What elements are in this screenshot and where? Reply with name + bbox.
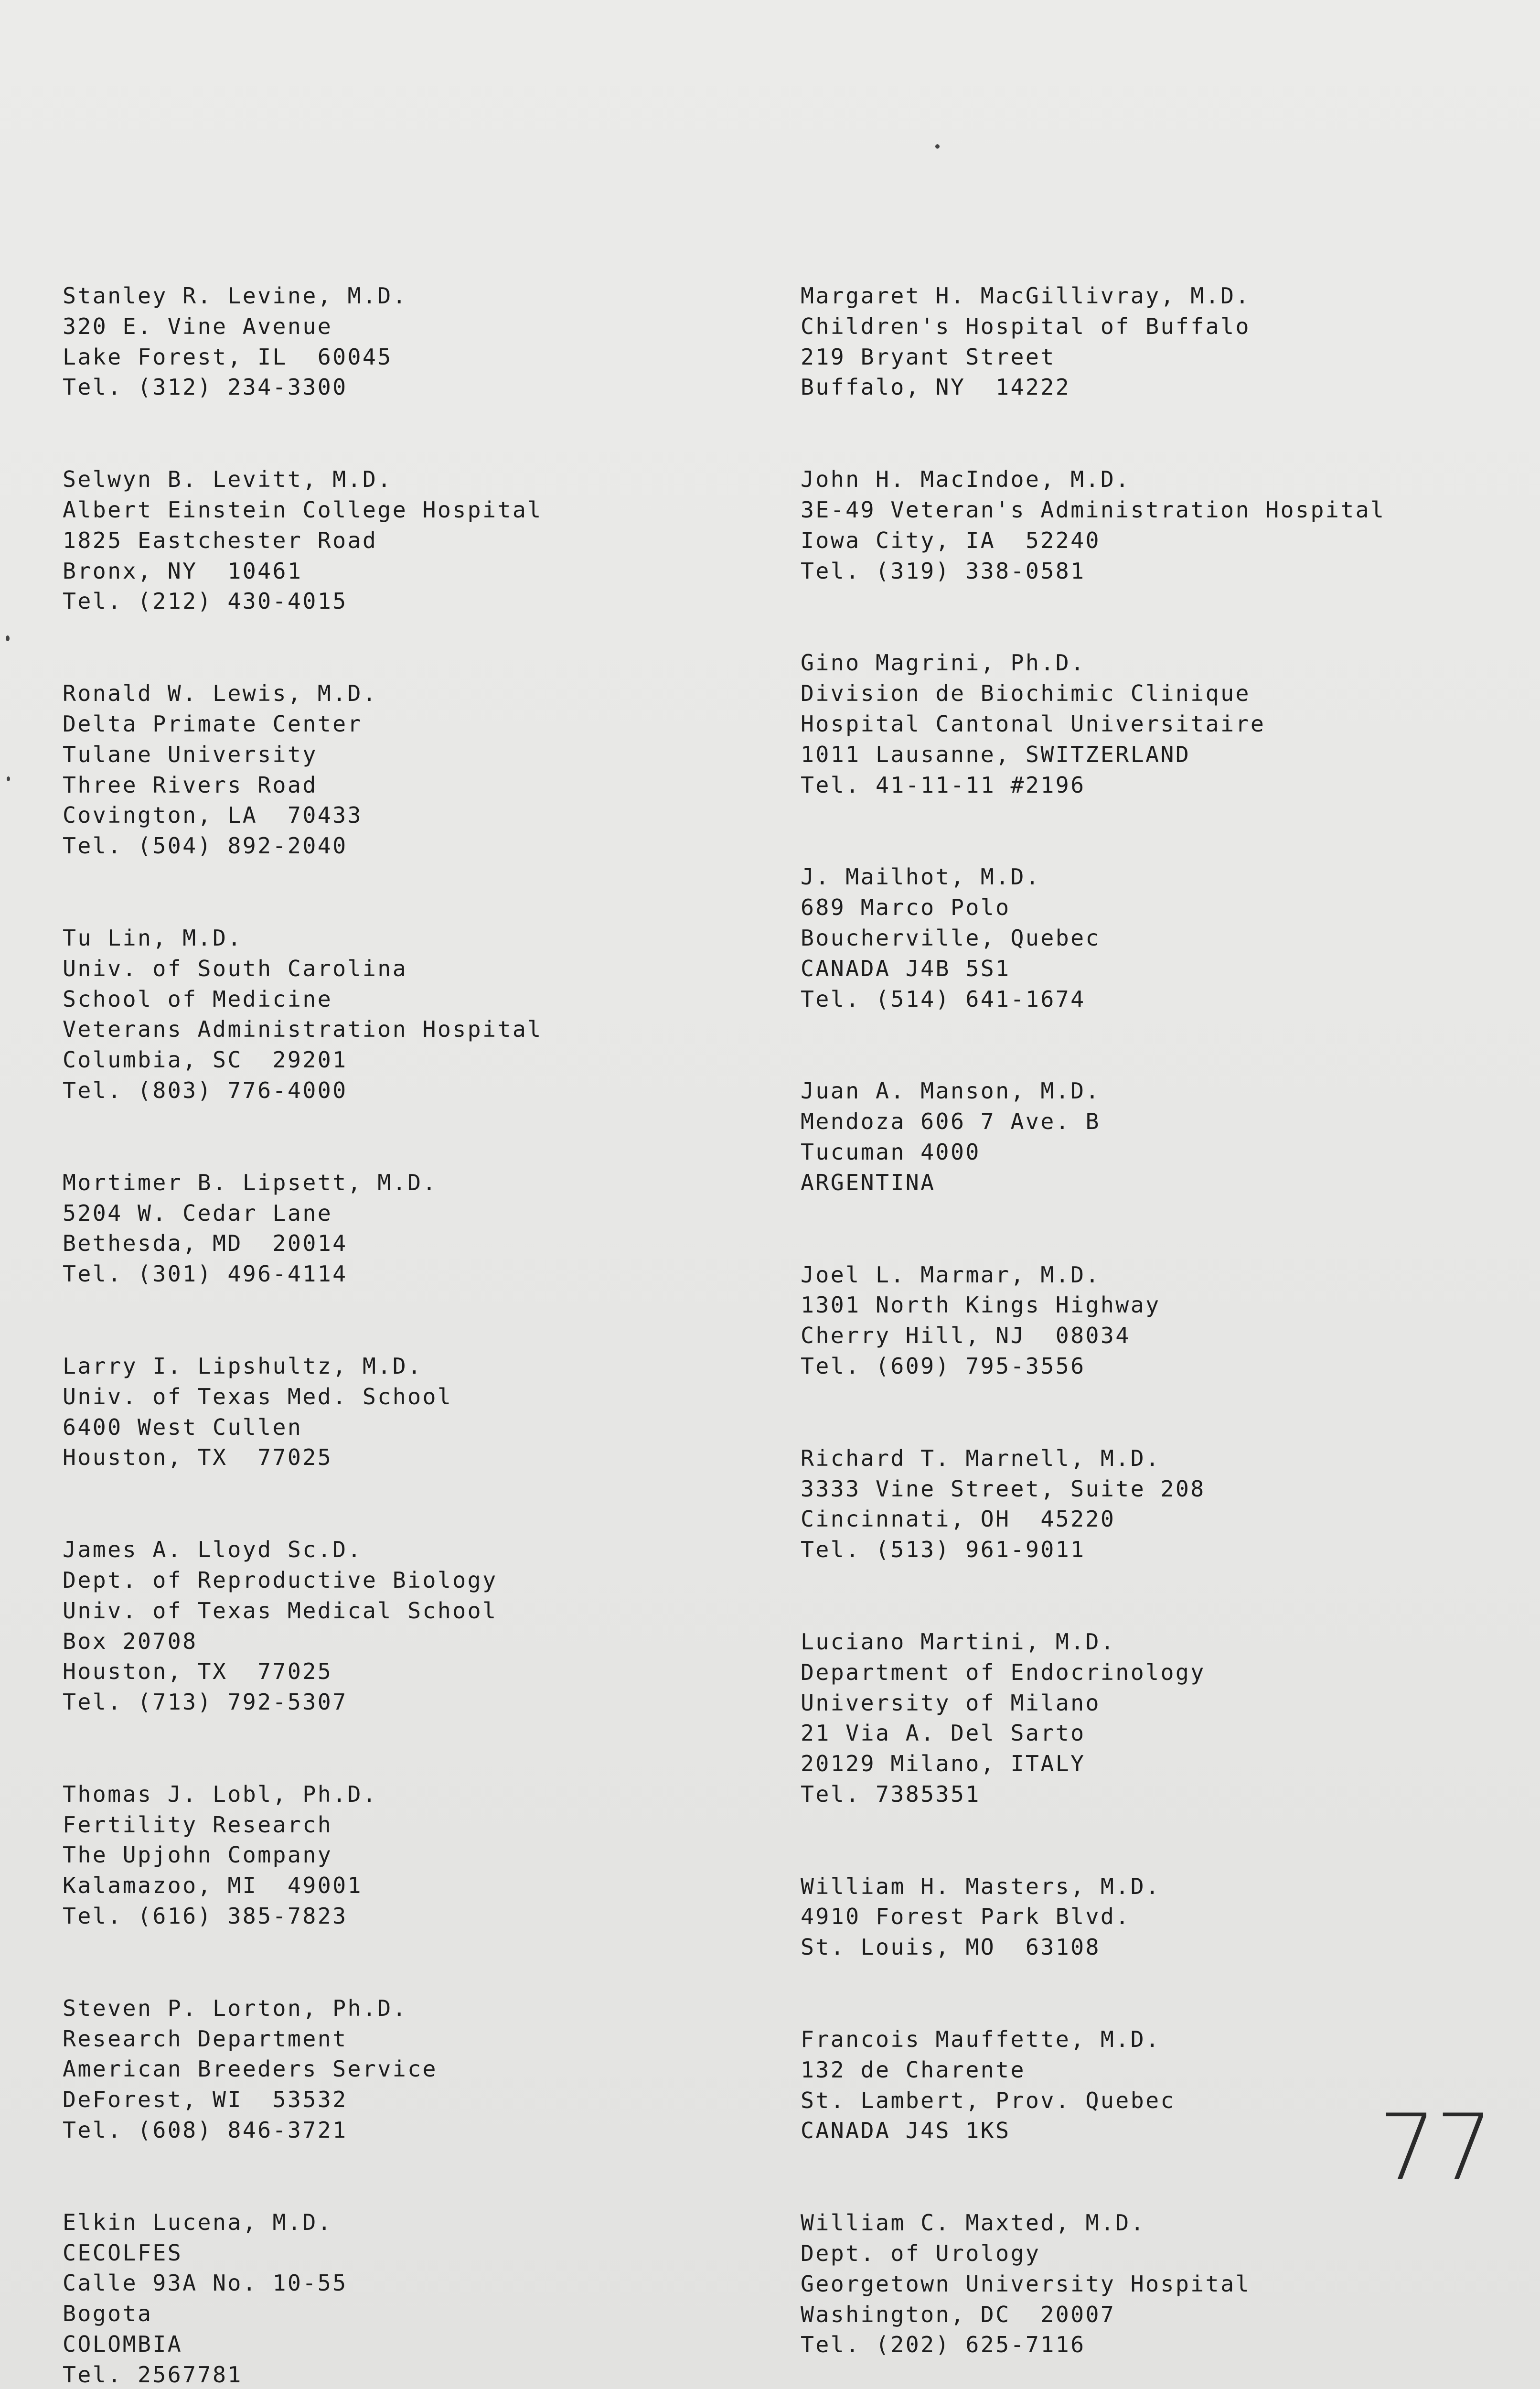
entry-line: Boucherville, Quebec [801,925,1101,951]
entry-name: Elkin Lucena, M.D. [63,2209,333,2235]
entry-line: Univ. of Texas Medical School [63,1597,498,1624]
entry-line: 20129 Milano, ITALY [801,1751,1086,1777]
directory-entry [63,2207,770,2389]
directory-entry [63,1779,770,1932]
entry-line: American Breeders Service [63,2056,438,2082]
directory-entry [63,923,770,1106]
entry-line: The Upjohn Company [63,1842,333,1868]
entry-line: 219 Bryant Street [801,344,1056,370]
directory-entry [63,1351,770,1473]
entry-line: Tel. (513) 961-9011 [801,1537,1086,1563]
entry-line: Kalamazoo, MI 49001 [63,1872,363,1899]
entry-line: Lake Forest, IL 60045 [63,344,393,370]
right-column [801,281,1517,2389]
entry-line: University of Milano [801,1690,1101,1716]
entry-name: Mortimer B. Lipsett, M.D. [63,1169,438,1195]
directory-entry [801,1076,1517,1198]
entry-line: 689 Marco Polo [801,894,1011,921]
entry-line: Tel. (616) 385-7823 [63,1903,348,1929]
entry-line: Tel. (301) 496-4114 [63,1261,348,1287]
entry-line: Hospital Cantonal Universitaire [801,710,1266,737]
directory-entry [63,281,770,403]
entry-line: Tel. (212) 430-4015 [63,588,348,614]
directory-entry [801,2208,1517,2360]
print-speck [6,635,10,641]
entry-line: Columbia, SC 29201 [63,1047,348,1073]
entry-line: 3E-49 Veteran's Administration Hospital [801,496,1386,523]
entry-name: James A. Lloyd Sc.D. [63,1537,363,1563]
directory-entry [801,862,1517,1014]
entry-line: 3333 Vine Street, Suite 208 [801,1475,1206,1502]
entry-line: Univ. of South Carolina [63,955,408,981]
entry-name: Joel L. Marmar, M.D. [801,1261,1101,1288]
entry-line: 1301 North Kings Highway [801,1292,1161,1318]
entry-line: Bogota [63,2301,153,2327]
entry-line: DeForest, WI 53532 [63,2087,348,2113]
entry-line: Cincinnati, OH 45220 [801,1506,1116,1532]
directory-entry [801,648,1517,800]
entry-line: Mendoza 606 7 Ave. B [801,1108,1101,1135]
entry-name: William C. Maxted, M.D. [801,2210,1146,2236]
entry-line: Georgetown University Hospital [801,2271,1251,2297]
entry-line: Tel. (713) 792-5307 [63,1689,348,1715]
entry-line: Tel. (803) 776-4000 [63,1077,348,1103]
print-speck [935,144,940,149]
directory-entry [801,1872,1517,1963]
entry-line: COLOMBIA [63,2331,183,2357]
entry-line: 6400 West Cullen [63,1414,303,1440]
entry-line: Dept. of Urology [801,2240,1041,2267]
entry-line: Veterans Administration Hospital [63,1016,543,1043]
entry-line: Three Rivers Road [63,772,318,798]
entry-line: St. Lambert, Prov. Quebec [801,2087,1176,2113]
entry-name: Ronald W. Lewis, M.D. [63,680,378,707]
entry-line: Tel. 2567781 [63,2361,243,2388]
entry-line: School of Medicine [63,986,333,1012]
entry-line: 1825 Eastchester Road [63,527,378,553]
entry-name: William H. Masters, M.D. [801,1873,1161,1899]
entry-line: St. Louis, MO 63108 [801,1934,1101,1960]
directory-entry [801,281,1517,403]
directory-entry [801,464,1517,586]
entry-name: Richard T. Marnell, M.D. [801,1445,1161,1471]
entry-name: Margaret H. MacGillivray, M.D. [801,283,1251,309]
entry-line: Delta Primate Center [63,710,363,737]
entry-line: 4910 Forest Park Blvd. [801,1904,1131,1930]
entry-line: Division de Biochimic Clinique [801,680,1251,707]
entry-name: John H. MacIndoe, M.D. [801,466,1131,493]
entry-line: Tel. (202) 625-7116 [801,2332,1086,2358]
entry-line: Tel. (608) 846-3721 [63,2117,348,2143]
entry-name: Francois Mauffette, M.D. [801,2026,1161,2053]
entry-line: Univ. of Texas Med. School [63,1383,453,1410]
entry-line: Department of Endocrinology [801,1659,1206,1685]
entry-line: Children's Hospital of Buffalo [801,313,1251,339]
entry-line: Houston, TX 77025 [63,1444,333,1471]
entry-line: Tulane University [63,741,318,767]
directory-entry [63,1535,770,1718]
entry-name: Larry I. Lipshultz, M.D. [63,1353,423,1379]
entry-line: Calle 93A No. 10-55 [63,2270,348,2296]
entry-line: Tel. (319) 338-0581 [801,558,1086,584]
directory-entry [63,678,770,861]
entry-line: 21 Via A. Del Sarto [801,1720,1086,1746]
entry-line: Bronx, NY 10461 [63,558,303,584]
entry-line: Tel. (312) 234-3300 [63,374,348,400]
directory-entry [63,464,770,617]
entry-line: Houston, TX 77025 [63,1658,333,1685]
entry-line: Cherry Hill, NJ 08034 [801,1323,1131,1349]
entry-line: CECOLFES [63,2239,183,2266]
page-number: 77 [1379,2095,1492,2200]
entry-name: Thomas J. Lobl, Ph.D. [63,1781,378,1807]
entry-line: Tucuman 4000 [801,1139,981,1165]
entry-line: Tel. 41-11-11 #2196 [801,772,1086,798]
directory-entry [801,1260,1517,1382]
entry-name: Selwyn B. Levitt, M.D. [63,466,393,493]
entry-name: J. Mailhot, M.D. [801,864,1041,890]
entry-line: Box 20708 [63,1628,198,1654]
entry-name: Steven P. Lorton, Ph.D. [63,1995,408,2021]
entry-line: 132 de Charente [801,2056,1026,2083]
directory-entry [801,1627,1517,1810]
entry-line: Tel. (514) 641-1674 [801,986,1086,1012]
entry-line: Buffalo, NY 14222 [801,374,1071,400]
entry-line: Tel. (504) 892-2040 [63,833,348,859]
entry-line: ARGENTINA [801,1169,936,1195]
directory-entry [63,1168,770,1290]
entry-line: Iowa City, IA 52240 [801,527,1101,553]
entry-line: Fertility Research [63,1811,333,1838]
entry-line: CANADA J4S 1KS [801,2118,1011,2144]
entry-name: Stanley R. Levine, M.D. [63,283,408,309]
entry-line: Covington, LA 70433 [63,802,363,829]
entry-line: 320 E. Vine Avenue [63,313,333,339]
entry-name: Tu Lin, M.D. [63,925,243,951]
entry-name: Juan A. Manson, M.D. [801,1078,1101,1104]
print-speck [7,776,10,781]
entry-line: Tel. (609) 795-3556 [801,1353,1086,1379]
directory-entry [801,1443,1517,1565]
entry-line: Tel. 7385351 [801,1781,981,1807]
entry-line: Bethesda, MD 20014 [63,1230,348,1257]
entry-line: Dept. of Reproductive Biology [63,1567,498,1593]
entry-line: 5204 W. Cedar Lane [63,1200,333,1226]
entry-line: 1011 Lausanne, SWITZERLAND [801,741,1191,767]
entry-line: CANADA J4B 5S1 [801,955,1011,981]
entry-name: Gino Magrini, Ph.D. [801,650,1086,676]
entry-line: Research Department [63,2025,348,2052]
entry-name: Luciano Martini, M.D. [801,1628,1116,1655]
entry-line: Washington, DC 20007 [801,2301,1116,2327]
entry-line: Albert Einstein College Hospital [63,496,543,523]
directory-entry [63,1993,770,2146]
left-column [63,281,770,2389]
